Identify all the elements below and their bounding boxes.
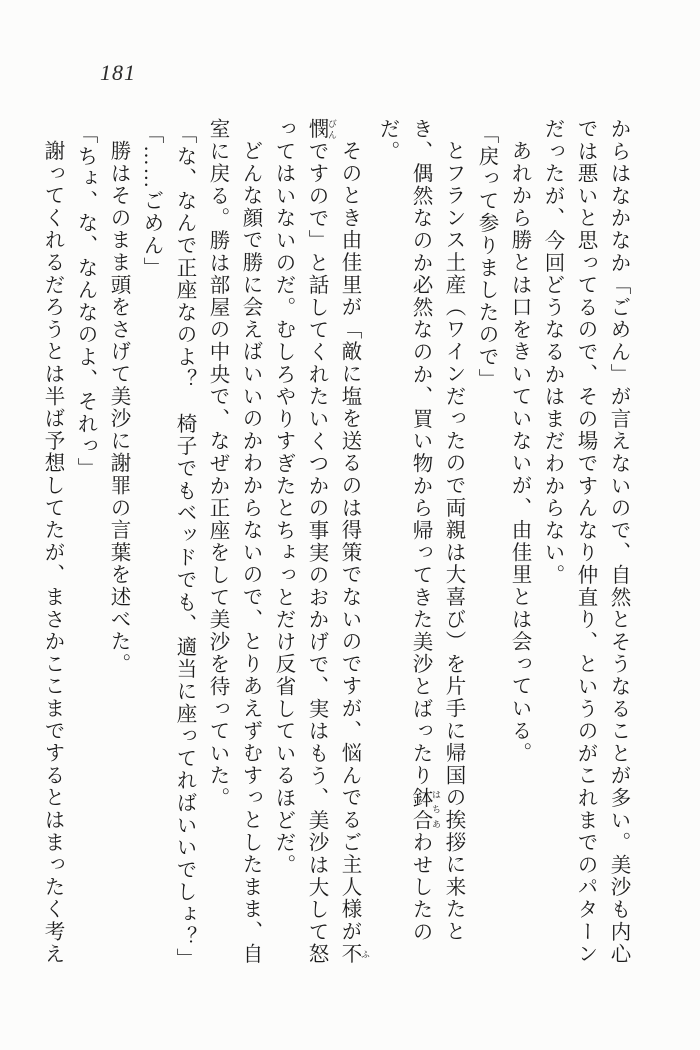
furigana-text: びん	[327, 118, 337, 141]
paragraph-dialogue: 「な、なんで正座なのよ？ 椅子でもベッドでも、適当に座ってればいいでしょ？」	[173, 123, 195, 971]
paragraph-narration: そのとき由佳里が「敵に塩を送るのは得策でないのですが、悩んでるご主人様が不 ふ憫 びんですので」と話してくれたいくつかの事実のおかげで、実はもう、美沙は大して怒ってはいないのだ。むしろやりすぎたとちょっとだけ反省しているほどだ。	[272, 118, 370, 966]
paragraph-narration: 勝はそのまま頭をさげて美沙に謝罪の言葉を述べた。	[107, 140, 129, 676]
furigana-ruby: 不 ふ	[338, 942, 370, 966]
paragraph-narration: とフランス土産（ワインだったので両親は大喜び）を片手に帰国の挨拶に来たとき、偶然なのか必然なのか、買い物から帰ってきた美沙とばったり鉢合 はちあわせしたのだ。	[376, 118, 464, 944]
furigana-text: はちあ	[431, 787, 441, 832]
furigana-ruby: 憫 びん	[305, 118, 337, 141]
paragraph-narration: あれから勝とは口をきいていないが、由佳里とは会っている。	[508, 140, 530, 765]
paragraph-dialogue: 「ちょ、な、なんなのよ、それっ」	[74, 123, 96, 480]
paragraph-narration: 謝ってくれるだろうとは半ば予想してたが、まさかここまでするとはまったく考え	[41, 140, 63, 966]
paragraph-dialogue: 「戻って参りましたので」	[475, 123, 497, 391]
paragraph-dialogue: 「……ごめん」	[140, 123, 162, 280]
paragraph-continuation: からはなかなか「ごめん」が言えないので、自然とそうなることが多い。美沙も内心では悪いと思ってるので、その場ですんなり仲直り、というのがこれまでのパターンだったが、今回どうなるかはまだわからない。	[541, 118, 629, 966]
furigana-text: ふ	[360, 942, 370, 966]
furigana-ruby: 鉢合 はちあ	[409, 787, 441, 832]
paragraph-narration: どんな顔で勝に会えばいいのかわからないので、とりあえずむすっとしたまま、自室に戻る。勝は部屋の中央で、なぜか正座をして美沙を待っていた。	[206, 118, 261, 966]
vertical-text-block	[35, 118, 634, 973]
page-number: 181	[100, 60, 136, 85]
